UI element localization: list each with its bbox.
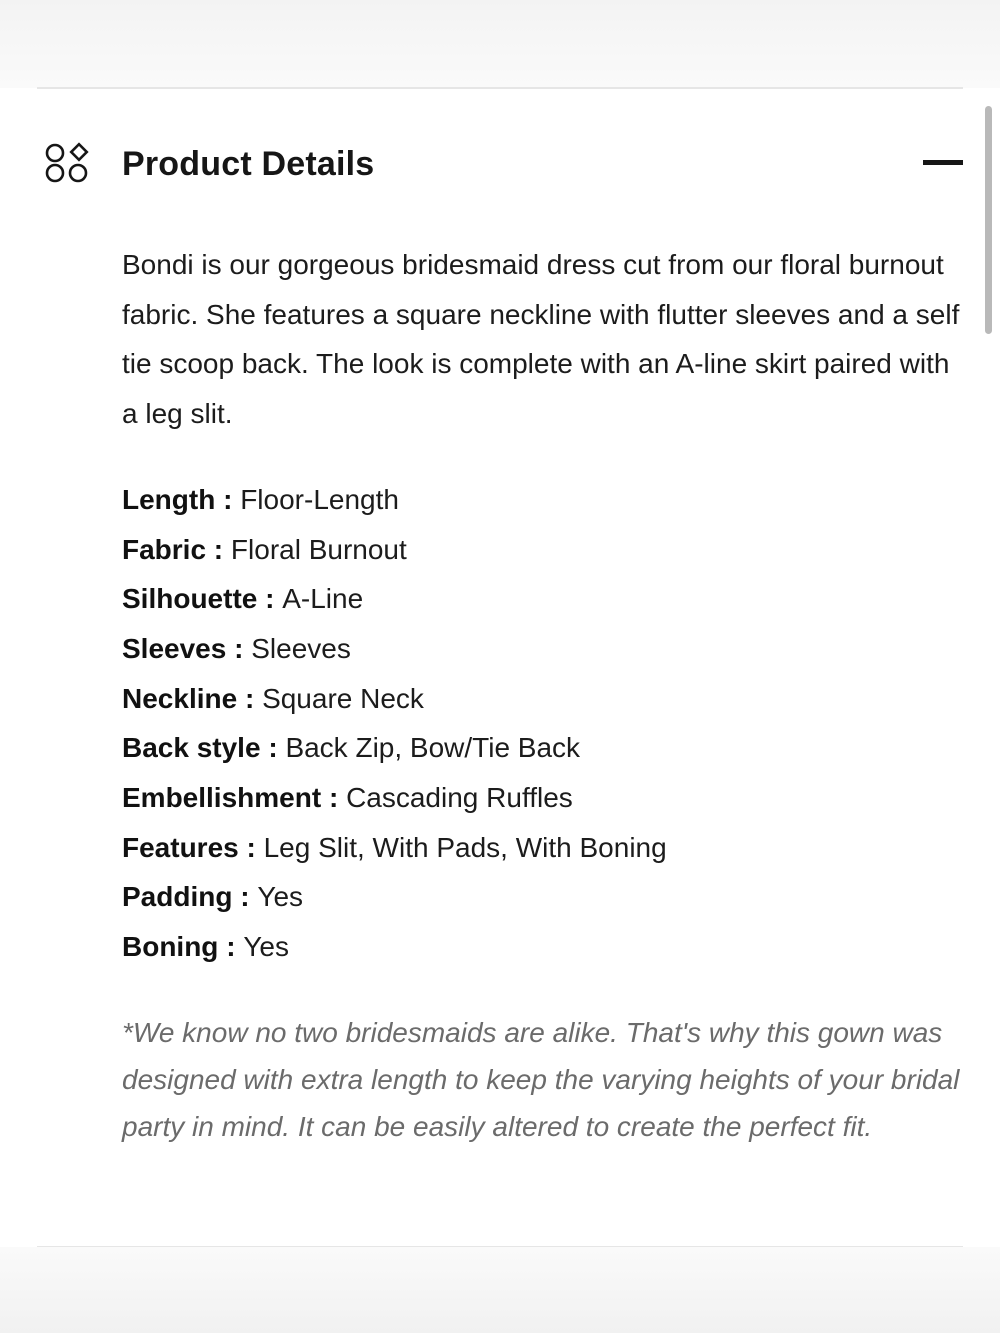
- spec-label: Boning: [122, 931, 219, 963]
- spec-label: Neckline: [122, 682, 238, 714]
- next-section-edge: [0, 1247, 1000, 1333]
- minus-icon: [923, 160, 963, 165]
- spec-value: Back Zip, Bow/Tie Back: [285, 732, 581, 764]
- spec-value: Floor-Length: [240, 483, 399, 515]
- spec-value: Yes: [257, 881, 304, 913]
- spec-separator: :: [238, 831, 264, 863]
- spec-label: Back style: [122, 732, 261, 764]
- spec-separator: :: [215, 483, 241, 515]
- spec-row-fabric: [122, 525, 962, 575]
- spec-separator: :: [321, 782, 347, 814]
- spec-value: Yes: [243, 931, 289, 963]
- spec-value: Cascading Ruffles: [346, 782, 573, 814]
- spec-row-sleeves: [122, 624, 962, 674]
- spec-value: A-Line: [282, 583, 364, 615]
- spec-separator: :: [260, 732, 286, 764]
- spec-separator: :: [232, 881, 258, 913]
- spec-row-padding: [122, 872, 962, 922]
- spec-separator: :: [257, 583, 283, 615]
- spec-label: Embellishment: [122, 782, 322, 814]
- spec-row-neckline: [122, 674, 962, 724]
- section-title: Product Details: [122, 145, 375, 183]
- spec-separator: :: [226, 632, 252, 664]
- shapes-icon: [42, 138, 94, 190]
- fit-note: *We know no two bridesmaids are alike. That's why this gown was designed with extra length to keep the varying heights of your bridal party in mind. It can be easily altered to create the perfect fit.: [122, 1016, 960, 1143]
- spec-row-length: [122, 475, 962, 525]
- spec-list: [122, 475, 962, 972]
- scrollbar-thumb[interactable]: [985, 106, 992, 334]
- spec-label: Fabric: [122, 533, 207, 565]
- spec-row-back-style: [122, 723, 962, 773]
- spec-separator: :: [218, 931, 244, 963]
- product-details-content: [122, 240, 962, 1150]
- product-description: Bondi is our gorgeous bridesmaid dress cut from our floral burnout fabric. She features a square neckline with flutter sleeves and a self tie scoop back. The look is complete with an A-line skirt paired with a leg slit.: [122, 249, 960, 430]
- spec-label: Length: [122, 483, 216, 515]
- spec-value: Floral Burnout: [230, 533, 407, 565]
- spec-label: Silhouette: [122, 583, 258, 615]
- spec-label: Features: [122, 831, 239, 863]
- spec-row-boning: [122, 922, 962, 972]
- spec-separator: :: [206, 533, 231, 565]
- collapse-button[interactable]: [923, 152, 963, 174]
- spec-value: Square Neck: [262, 682, 424, 714]
- section-divider-top: [37, 87, 963, 89]
- spec-row-embellishment: [122, 773, 962, 823]
- spec-separator: :: [237, 682, 263, 714]
- spec-value: Sleeves: [251, 632, 351, 664]
- spec-label: Sleeves: [122, 632, 227, 664]
- spec-row-silhouette: [122, 574, 962, 624]
- spec-value: Leg Slit, With Pads, With Boning: [263, 831, 667, 863]
- previous-section-edge: [0, 0, 1000, 88]
- spec-label: Padding: [122, 881, 233, 913]
- product-details-accordion-header[interactable]: [42, 138, 963, 190]
- spec-row-features: [122, 823, 962, 873]
